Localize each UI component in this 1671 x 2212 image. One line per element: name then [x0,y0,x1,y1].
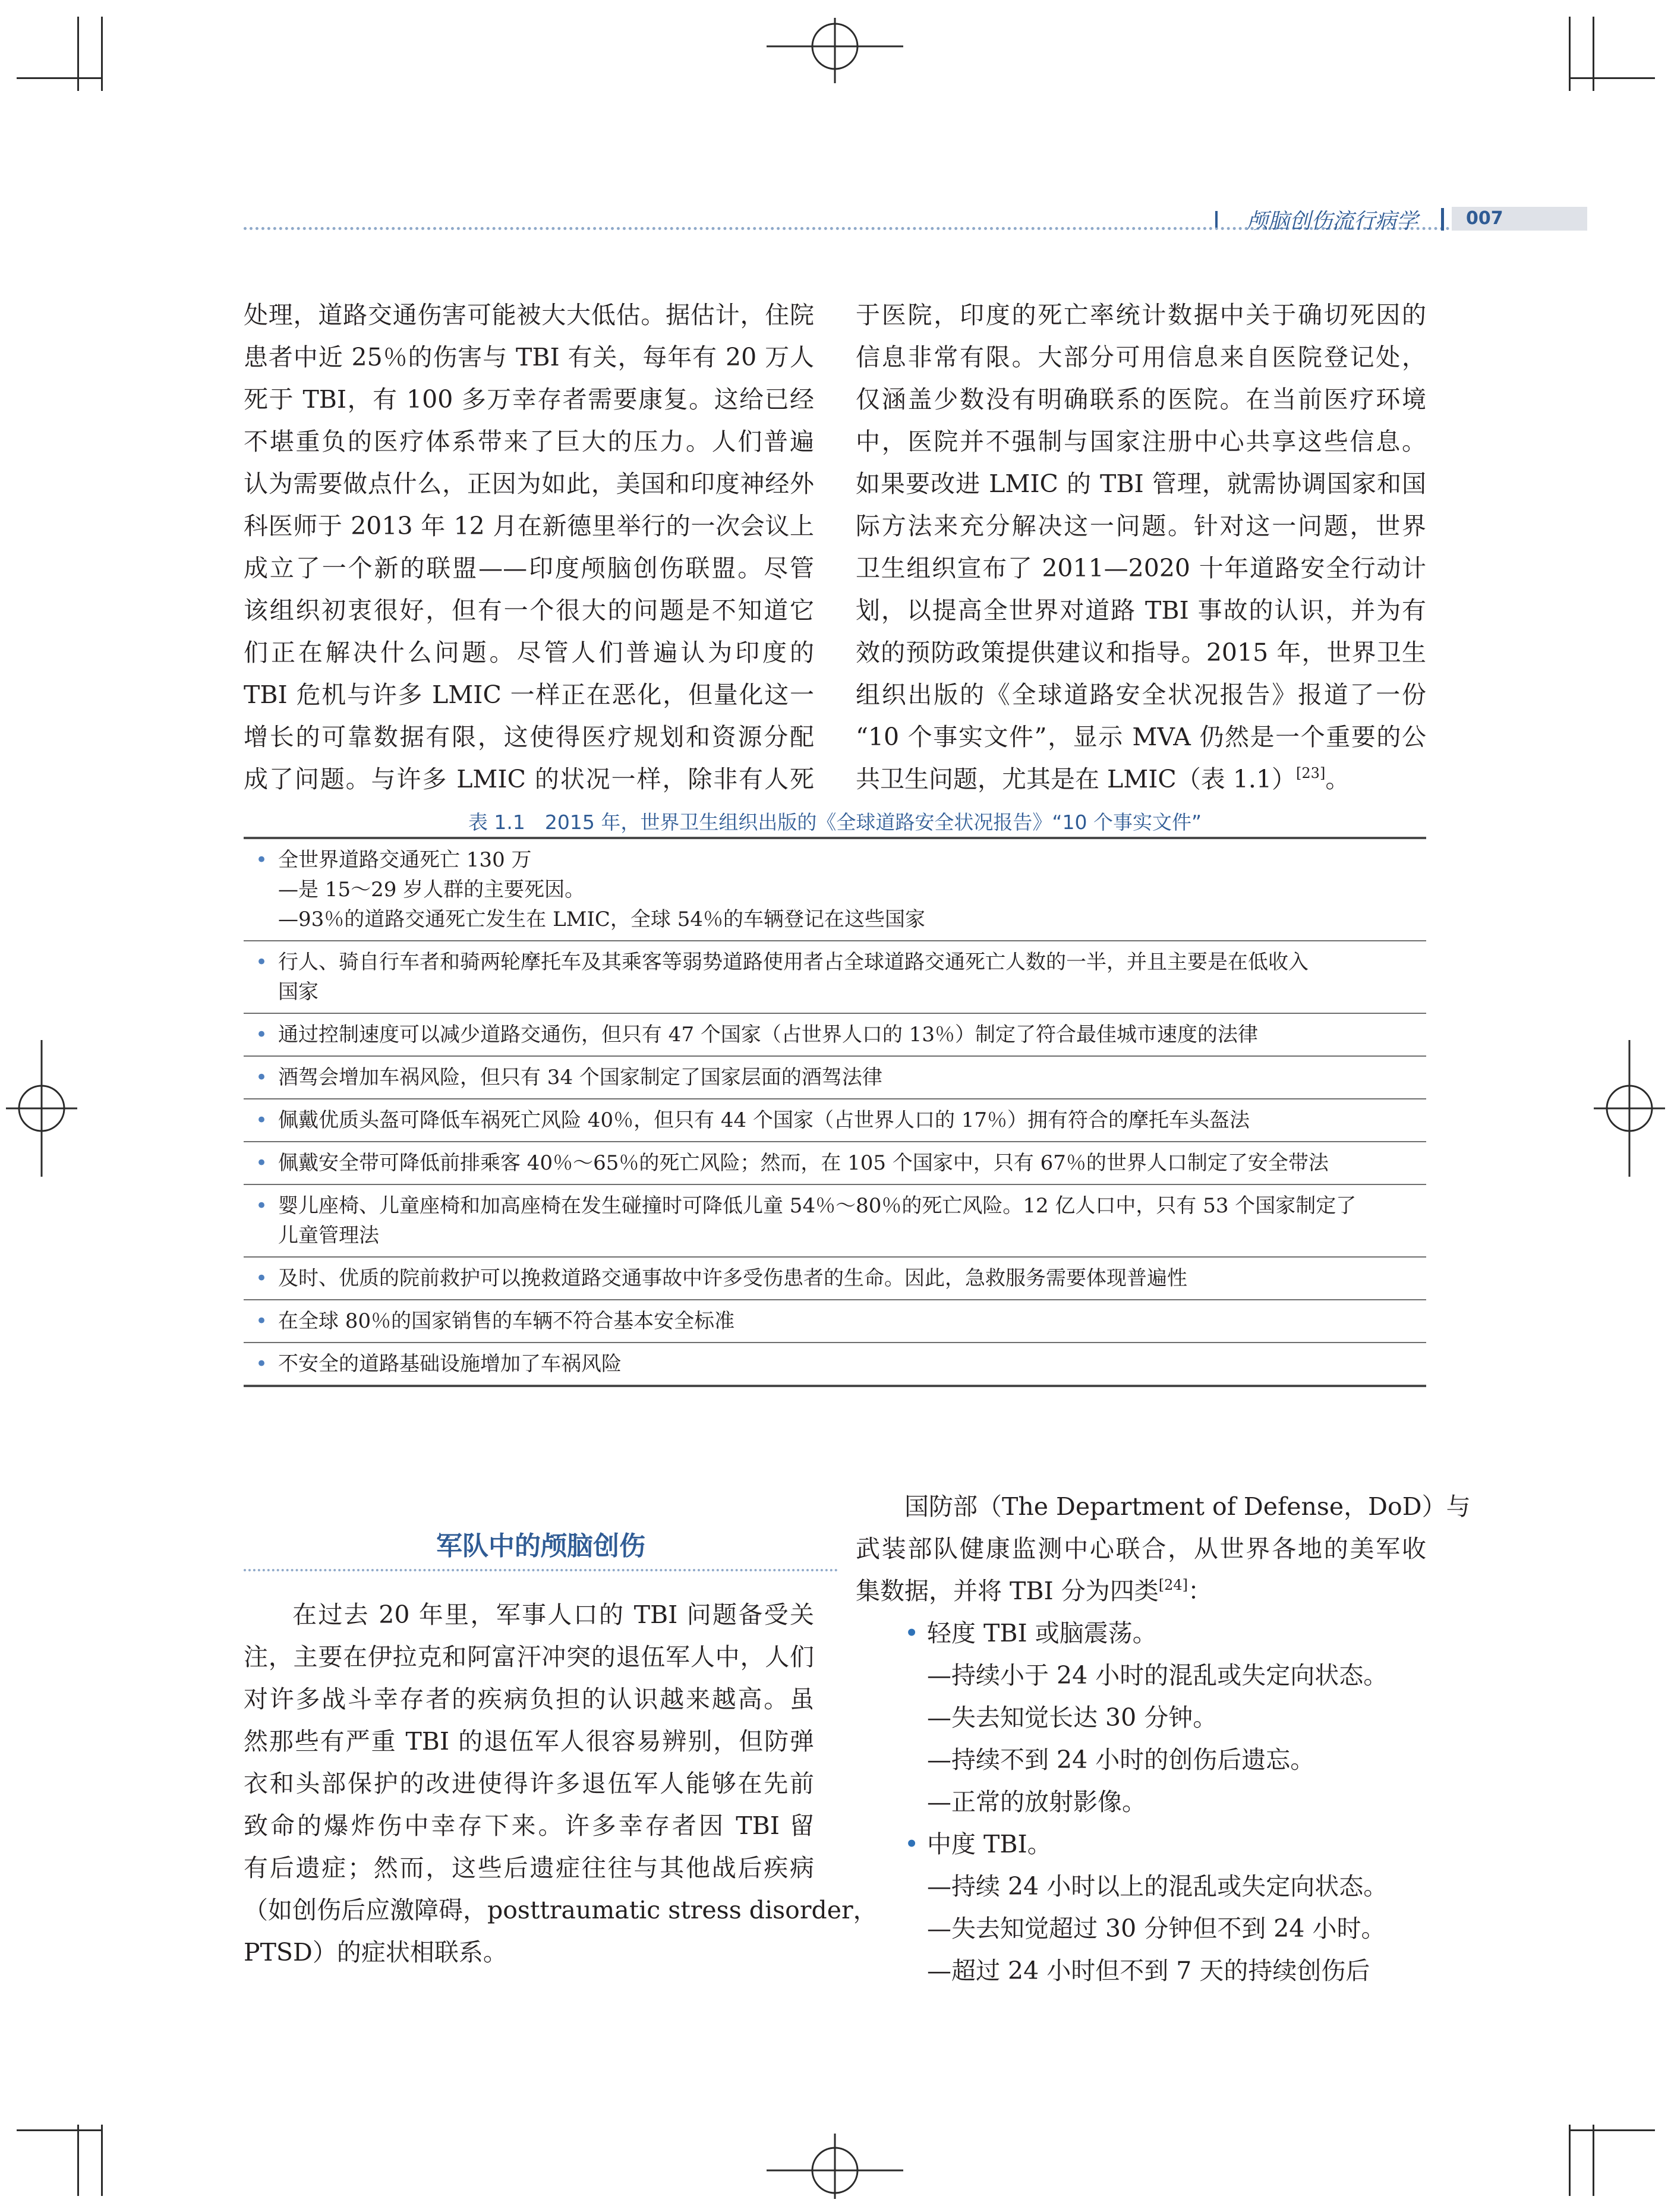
list-item-title: 中度 TBI。 [927,1830,1052,1858]
crop-mark [1569,2125,1571,2196]
table-row [244,1099,1426,1142]
table-cell-text: 全世界道路交通死亡 130 万 [278,848,532,872]
text-line-end: ： [1188,1577,1213,1605]
text-line-content: 集数据，并将 TBI 分为四类 [856,1577,1159,1605]
text-line: 成了问题。与许多 LMIC 的状况一样，除非有人死 [244,765,814,793]
text-line: 组织出版的《全球道路安全状况报告》报道了一份 [856,680,1426,709]
list-sub-item: —失去知觉超过 30 分钟但不到 24 小时。 [927,1914,1386,1943]
crop-mark [1593,17,1594,91]
text-line: 对许多战斗幸存者的疾病负担的认识越来越高。虽 [244,1685,814,1713]
bullet-icon: • [256,848,268,872]
crop-mark [101,17,103,91]
bullet-icon: • [256,950,268,974]
text-line: 武装部队健康监测中心联合，从世界各地的美军收 [856,1534,1426,1563]
crop-mark [17,77,101,79]
table-row-line [256,1191,1426,1221]
table-row-line: 儿童管理法 [278,1224,379,1247]
text-line: 该组织初衷很好，但有一个很大的问题是不知道它 [244,596,814,625]
text-line-content: 共卫生问题，尤其是在 LMIC（表 1.1） [856,765,1297,793]
text-line-end: 。 [1325,765,1350,793]
running-header-title: 颅脑创伤流行病学 [1247,209,1418,234]
table-cell-text: 不安全的道路基础设施增加了车祸风险 [278,1352,622,1376]
table-row [244,1300,1426,1343]
right-column-bottom [856,1486,1471,1992]
text-line: 中，医院并不强制与国家注册中心共享这些信息。 [856,427,1426,456]
registration-mark-left [6,1040,77,1177]
table-row-line [256,1105,1426,1135]
table-cell-text: 佩戴优质头盔可降低车祸死亡风险 40％，但只有 44 个国家（占世界人口的 17％）拥有符合的摩托车头盔法 [278,1108,1250,1132]
table-row [244,941,1426,1014]
table-cell-text: 行人、骑自行车者和骑两轮摩托车及其乘客等弱势道路使用者占全球道路交通死亡人数的一半，并且主要是在低收入 [278,950,1309,974]
table-row [244,1258,1426,1300]
text-line: 在过去 20 年里，军事人口的 TBI 问题备受关 [292,1600,814,1629]
table-cell-text: 佩戴安全带可降低前排乘客 40％～65％的死亡风险；然而，在 105 个国家中，只有 67％的世界人口制定了安全带法 [278,1151,1329,1175]
crop-mark [1569,2129,1655,2131]
text-line: 认为需要做点什么，正因为如此，美国和印度神经外 [244,470,814,498]
header-bar [1215,211,1218,228]
table-row-line [256,947,1426,977]
page-number-box [1452,207,1587,231]
bullet-icon: • [256,1194,268,1218]
table-cell-text: 婴儿座椅、儿童座椅和加高座椅在发生碰撞时可降低儿童 54％～80％的死亡风险。12 亿人口中，只有 53 个国家制定了 [278,1194,1357,1218]
text-line: 划，以提高全世界对道路 TBI 事故的认识，并为有 [856,596,1426,625]
bullet-icon: • [256,1066,268,1089]
list-sub-item: —持续小于 24 小时的混乱或失定向状态。 [927,1661,1388,1690]
right-column-top [856,294,1426,801]
text-line: PTSD）的症状相联系。 [244,1938,507,1967]
list-sub-item: —持续不到 24 小时的创伤后遗忘。 [927,1745,1315,1774]
bullet-icon: • [256,1023,268,1047]
text-line: （如创伤后应激障碍，posttraumatic stress disorder， [244,1896,878,1924]
text-line: 不堪重负的医疗体系带来了巨大的压力。人们普遍 [244,427,814,456]
header-separator [1441,208,1444,231]
text-line: TBI 危机与许多 LMIC 一样正在恶化，但量化这一 [244,680,814,709]
section-heading: 军队中的颅脑创伤 [436,1531,645,1561]
registration-mark-top [767,18,903,83]
citation-ref: [23] [1296,765,1326,782]
list-sub-item: —失去知觉长达 30 分钟。 [927,1703,1218,1732]
text-line: 衣和头部保护的改进使得许多退伍军人能够在先前 [244,1769,814,1798]
table-row [244,1343,1426,1385]
list-sub-item: —正常的放射影像。 [927,1788,1146,1816]
text-line: 致命的爆炸伤中幸存下来。许多幸存者因 TBI 留 [244,1811,814,1840]
text-line [856,1570,1426,1612]
text-line: “10 个事实文件”，显示 MVA 仍然是一个重要的公 [856,723,1426,751]
crop-mark [77,2125,79,2196]
crop-mark [1569,17,1571,91]
list-sub-item: —持续 24 小时以上的混乱或失定向状态。 [927,1872,1388,1901]
section-heading-underline [244,1569,838,1571]
table-row [244,1057,1426,1099]
registration-mark-right [1594,1040,1665,1177]
text-line: 然那些有严重 TBI 的退伍军人很容易辨别，但防弹 [244,1727,814,1756]
text-line: 科医师于 2013 年 12 月在新德里举行的一次会议上 [244,512,814,540]
left-column-top [244,294,814,801]
left-column-bottom [244,1594,878,1974]
table-row-line [256,1020,1426,1050]
list-item-title: 轻度 TBI 或脑震荡。 [927,1619,1157,1647]
text-line: 际方法来充分解决这一问题。针对这一问题，世界 [856,512,1426,540]
table-row [244,1185,1426,1258]
table-row [244,839,1426,941]
crop-mark [101,2125,103,2196]
text-line: 国防部（The Department of Defense，DoD）与 [904,1492,1471,1521]
text-line: 死于 TBI，有 100 多万幸存者需要康复。这给已经 [244,385,814,414]
bullet-icon: • [904,1619,919,1647]
list-item-heading [856,1612,1426,1655]
bullet-icon: • [256,1352,268,1376]
table-row-line: —是 15～29 岁人群的主要死因。 [278,878,585,902]
bullet-icon: • [256,1108,268,1132]
registration-mark-bottom [767,2134,903,2199]
citation-ref: [24] [1158,1577,1188,1593]
text-line: 于医院，印度的死亡率统计数据中关于确切死因的 [856,301,1426,329]
text-line: 注，主要在伊拉克和阿富汗冲突的退伍军人中，人们 [244,1643,814,1671]
table-cell-text: 通过控制速度可以减少道路交通伤，但只有 47 个国家（占世界人口的 13％）制定了符合最佳城市速度的法律 [278,1023,1258,1047]
table-caption: 表 1.1 2015 年，世界卫生组织出版的《全球道路安全状况报告》“10 个事实文件” [468,811,1202,834]
table-row-line [256,1148,1426,1178]
table-row-line [256,1263,1426,1293]
crop-mark [17,2129,101,2131]
table-row-line [256,1306,1426,1336]
facts-table [244,837,1426,1387]
page-number: 007 [1466,208,1503,229]
table-row-line [256,1349,1426,1379]
table-cell-text: 在全球 80％的国家销售的车辆不符合基本安全标准 [278,1309,735,1333]
table-row-line [256,1063,1426,1092]
crop-mark [1569,77,1655,79]
table-row-line: 国家 [278,980,319,1004]
text-line: 仅涵盖少数没有明确联系的医院。在当前医疗环境 [856,385,1426,414]
list-item-heading [856,1823,1426,1866]
text-line: 增长的可靠数据有限，这使得医疗规划和资源分配 [244,723,814,751]
text-line: 卫生组织宣布了 2011—2020 十年道路安全行动计 [856,554,1426,582]
text-line: 患者中近 25％的伤害与 TBI 有关，每年有 20 万人 [244,343,814,371]
list-sub-item: —超过 24 小时但不到 7 天的持续创伤后 [927,1956,1370,1985]
table-cell-text: 及时、优质的院前救护可以挽救道路交通事故中许多受伤患者的生命。因此，急救服务需要体现普遍性 [278,1266,1187,1290]
table-cell-text: 酒驾会增加车祸风险，但只有 34 个国家制定了国家层面的酒驾法律 [278,1066,882,1089]
text-line: 如果要改进 LMIC 的 TBI 管理，就需协调国家和国 [856,470,1426,498]
table-row [244,1014,1426,1057]
text-line: 们正在解决什么问题。尽管人们普遍认为印度的 [244,638,814,667]
table-row-line [256,845,1426,875]
bullet-icon: • [256,1151,268,1175]
text-line: 成立了一个新的联盟——印度颅脑创伤联盟。尽管 [244,554,814,582]
bullet-icon: • [256,1309,268,1333]
table-row [244,1142,1426,1185]
crop-mark [1593,2125,1594,2196]
text-line-last [856,758,1426,801]
text-line: 有后遗症；然而，这些后遗症往往与其他战后疾病 [244,1854,814,1882]
text-line: 信息非常有限。大部分可用信息来自医院登记处， [856,343,1426,371]
text-line: 效的预防政策提供建议和指导。2015 年，世界卫生 [856,638,1426,667]
bullet-icon: • [256,1266,268,1290]
bullet-icon: • [904,1830,919,1858]
crop-mark [77,17,79,91]
text-line: 处理，道路交通伤害可能被大大低估。据估计，住院 [244,301,814,329]
table-row-line: —93％的道路交通死亡发生在 LMIC，全球 54％的车辆登记在这些国家 [278,908,925,931]
